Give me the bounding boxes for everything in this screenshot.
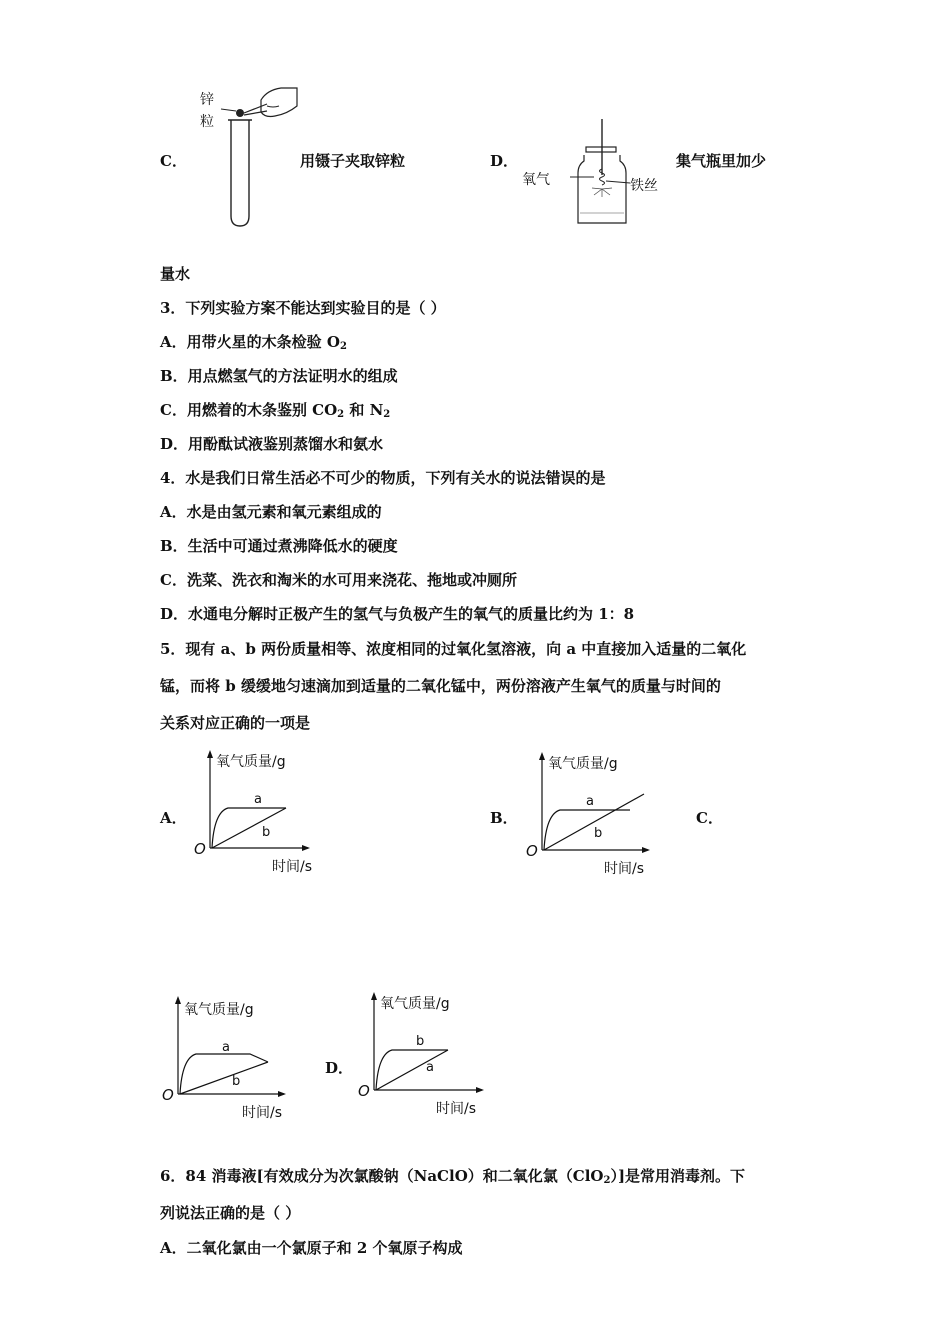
q5-option-d-letter: D． [325,1059,354,1077]
q5-option-c-letter: C． [696,809,723,827]
q3-option-d: D．用酚酞试液鉴别蒸馏水和氨水 [160,435,384,453]
q5-stem-line-2: 锰，而将 b 缓缓地匀速滴加到适量的二氧化锰中，两份溶液产生氧气的质量与时间的 [160,677,721,695]
q2-d-label-iron-wire: 铁丝 [630,178,658,194]
q3-stem: 3．下列实验方案不能达到实验目的是（ ） [160,299,446,317]
q5-graph-a-y-label: 氧气质量/g [216,754,286,770]
q5-stem-line-1: 5．现有 a、b 两份质量相等、浓度相同的过氧化氢溶液，向 a 中直接加入适量的二氧化 [160,640,747,658]
q3-option-a: A．用带火星的木条检验 $O_2$ [160,333,347,352]
q4-stem: 4．水是我们日常生活必不可少的物质，下列有关水的说法错误的是 [160,469,606,487]
q2-c-label-zinc-1: 锌 [200,92,214,108]
q5-graph-d-upper-curve-label: b [416,1034,425,1049]
q5-graph-c-upper-curve-label: a [222,1040,230,1055]
q5-graph-b-lower-curve-label: b [594,826,603,841]
q5-graph-c-y-label: 氧气质量/g [184,1002,254,1018]
q5-graph-a-upper-curve-label: a [254,792,262,807]
q2-gas-bottle-figure [570,117,670,229]
q4-option-b: B．生活中可通过煮沸降低水的硬度 [160,537,398,555]
q5-graph-d-y-label: 氧气质量/g [380,996,450,1012]
q3-option-b: B．用点燃氢气的方法证明水的组成 [160,367,398,385]
q2-option-d-text-cont: 量水 [160,265,191,283]
q6-stem-line-2: 列说法正确的是（ ） [160,1204,301,1222]
q5-graph-c-x-label: 时间/s [242,1105,283,1121]
q2-option-c-letter: C． [160,152,187,170]
q5-graph-a-origin: O [194,840,206,858]
q5-stem-line-3: 关系对应正确的一项是 [160,714,311,732]
q5-graph-d-origin: O [358,1082,370,1100]
q5-graph-c-lower-curve-label: b [232,1074,241,1089]
q2-c-label-zinc-2: 粒 [200,114,214,130]
q5-graph-d-x-label: 时间/s [436,1101,477,1117]
q2-option-d-text: 集气瓶里加少 [676,152,767,170]
q5-graph-b-upper-curve-label: a [586,794,594,809]
q5-graph-a-lower-curve-label: b [262,825,271,840]
q5-graph-c-origin: O [162,1086,174,1104]
q5-graph-d-lower-curve-label: a [426,1060,434,1075]
q6-stem-line-1: 6．84 消毒液[有效成分为次氯酸钠（NaClO）和二氧化氯（ClO$_2$）]是常用消毒剂。下 [160,1167,746,1186]
q4-option-d: D．水通电分解时正极产生的氢气与负极产生的氧气的质量比约为 1：8 [160,605,635,623]
q5-graph-b-origin: O [526,842,538,860]
q5-option-b-letter: B． [490,809,518,827]
q2-option-c-text: 用镊子夹取锌粒 [300,152,406,170]
q5-graph-a-x-label: 时间/s [272,859,313,875]
q2-option-d-letter: D． [490,152,519,170]
q6-option-a: A．二氧化氯由一个氯原子和 2 个氧原子构成 [160,1239,463,1257]
q2-d-label-oxygen: 氧气 [522,172,550,188]
q4-option-a: A．水是由氢元素和氧元素组成的 [160,503,382,521]
q5-graph-b-y-label: 氧气质量/g [548,756,618,772]
q5-option-a-letter: A． [160,809,187,827]
q5-graph-b-x-label: 时间/s [604,861,645,877]
q4-option-c: C．洗菜、洗衣和淘米的水可用来浇花、拖地或冲厕所 [160,571,517,589]
q3-option-c: C．用燃着的木条鉴别 $CO_2$ 和 $N_2$ [160,401,391,420]
